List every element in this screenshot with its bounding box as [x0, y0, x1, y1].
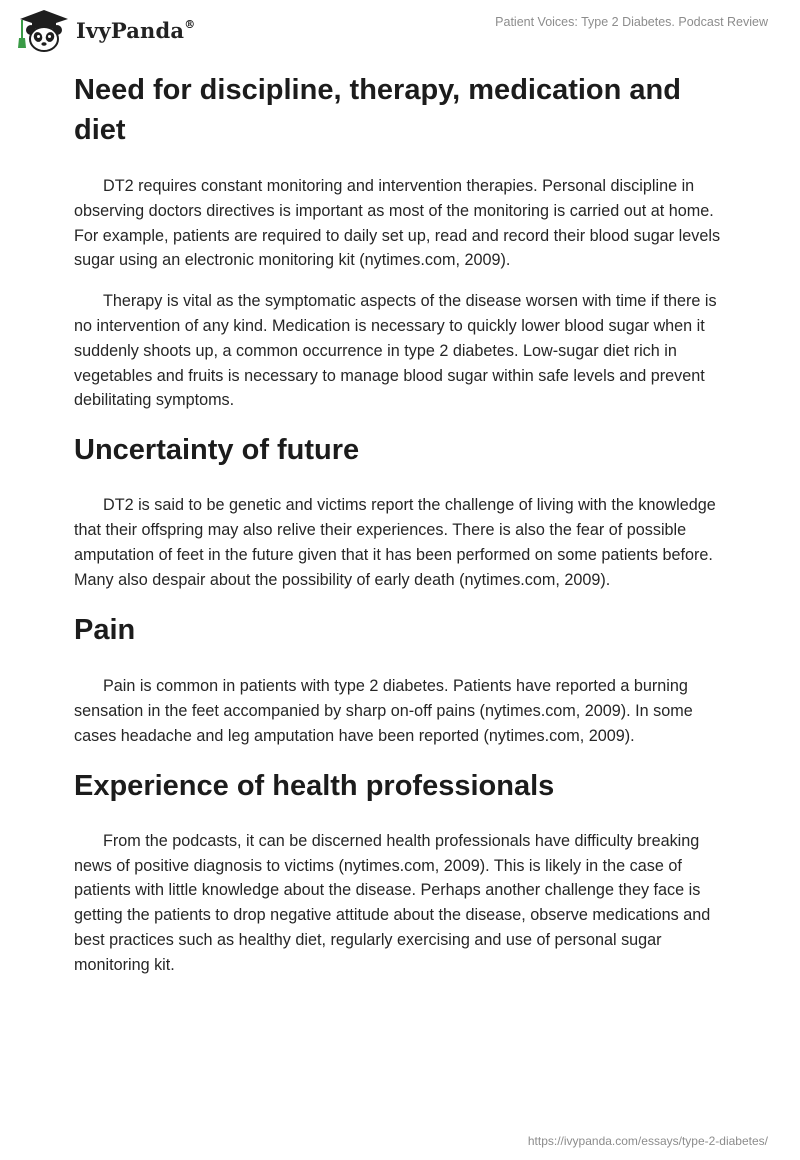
paragraph: DT2 requires constant monitoring and intervention therapies. Personal discipline in observing doctors directives is important as most of the monitoring is carried out at home. For example, patients are required to daily set up, read and record their blood sugar levels sugar using an electronic monitoring kit (nytimes.com, 2009). [74, 177, 721, 270]
section-heading: Need for discipline, therapy, medication and diet [74, 74, 681, 146]
ivypanda-logo[interactable] [14, 8, 195, 52]
document-title: Patient Voices: Type 2 Diabetes. Podcast Review [495, 15, 768, 29]
source-url-link[interactable]: https://ivypanda.com/essays/type-2-diabetes/ [527, 1134, 768, 1148]
panda-graduate-icon [14, 8, 70, 52]
section-health-professionals [74, 766, 724, 978]
paragraph: From the podcasts, it can be discerned health professionals have difficulty breaking news of positive diagnosis to victims (nytimes.com, 2009). This is likely in the case of patients with little knowledge about the disease. Perhaps another challenge they face is getting the patients to drop negative attitude about the disease, observe medications and best practices such as healthy diet, regularly exercising and use of personal sugar monitoring kit. [74, 831, 711, 974]
section-heading: Experience of health professionals [74, 769, 555, 802]
section-pain [74, 610, 724, 748]
paragraph: Pain is common in patients with type 2 diabetes. Patients have reported a burning sensation in the feet accompanied by sharp on-off pains (nytimes.com, 2009). In some cases headache and leg amputation have been reported (nytimes.com, 2009). [74, 677, 693, 745]
article-body [74, 68, 724, 978]
page-header [0, 0, 800, 62]
logo-wordmark: IvyPanda® [76, 17, 196, 43]
section-heading: Uncertainty of future [74, 434, 360, 467]
section-discipline [74, 70, 724, 413]
paragraph: Therapy is vital as the symptomatic aspects of the disease worsen with time if there is no intervention of any kind. Medication is necessary to quickly lower blood sugar when it suddenly shoots up, a common occurrence in type 2 diabetes. Low-sugar diet rich in vegetables and fruits is necessary to manage blood sugar within safe levels and prevent debilitating symptoms. [74, 292, 717, 410]
paragraph: DT2 is said to be genetic and victims report the challenge of living with the knowledge that their offspring may also relive their experiences. There is also the fear of possible amputation of feet in the future given that it has been performed on some patients before. Many also despair about the possibility of early death (nytimes.com, 2009). [74, 496, 716, 589]
section-uncertainty [74, 430, 724, 592]
section-heading: Pain [74, 614, 136, 647]
